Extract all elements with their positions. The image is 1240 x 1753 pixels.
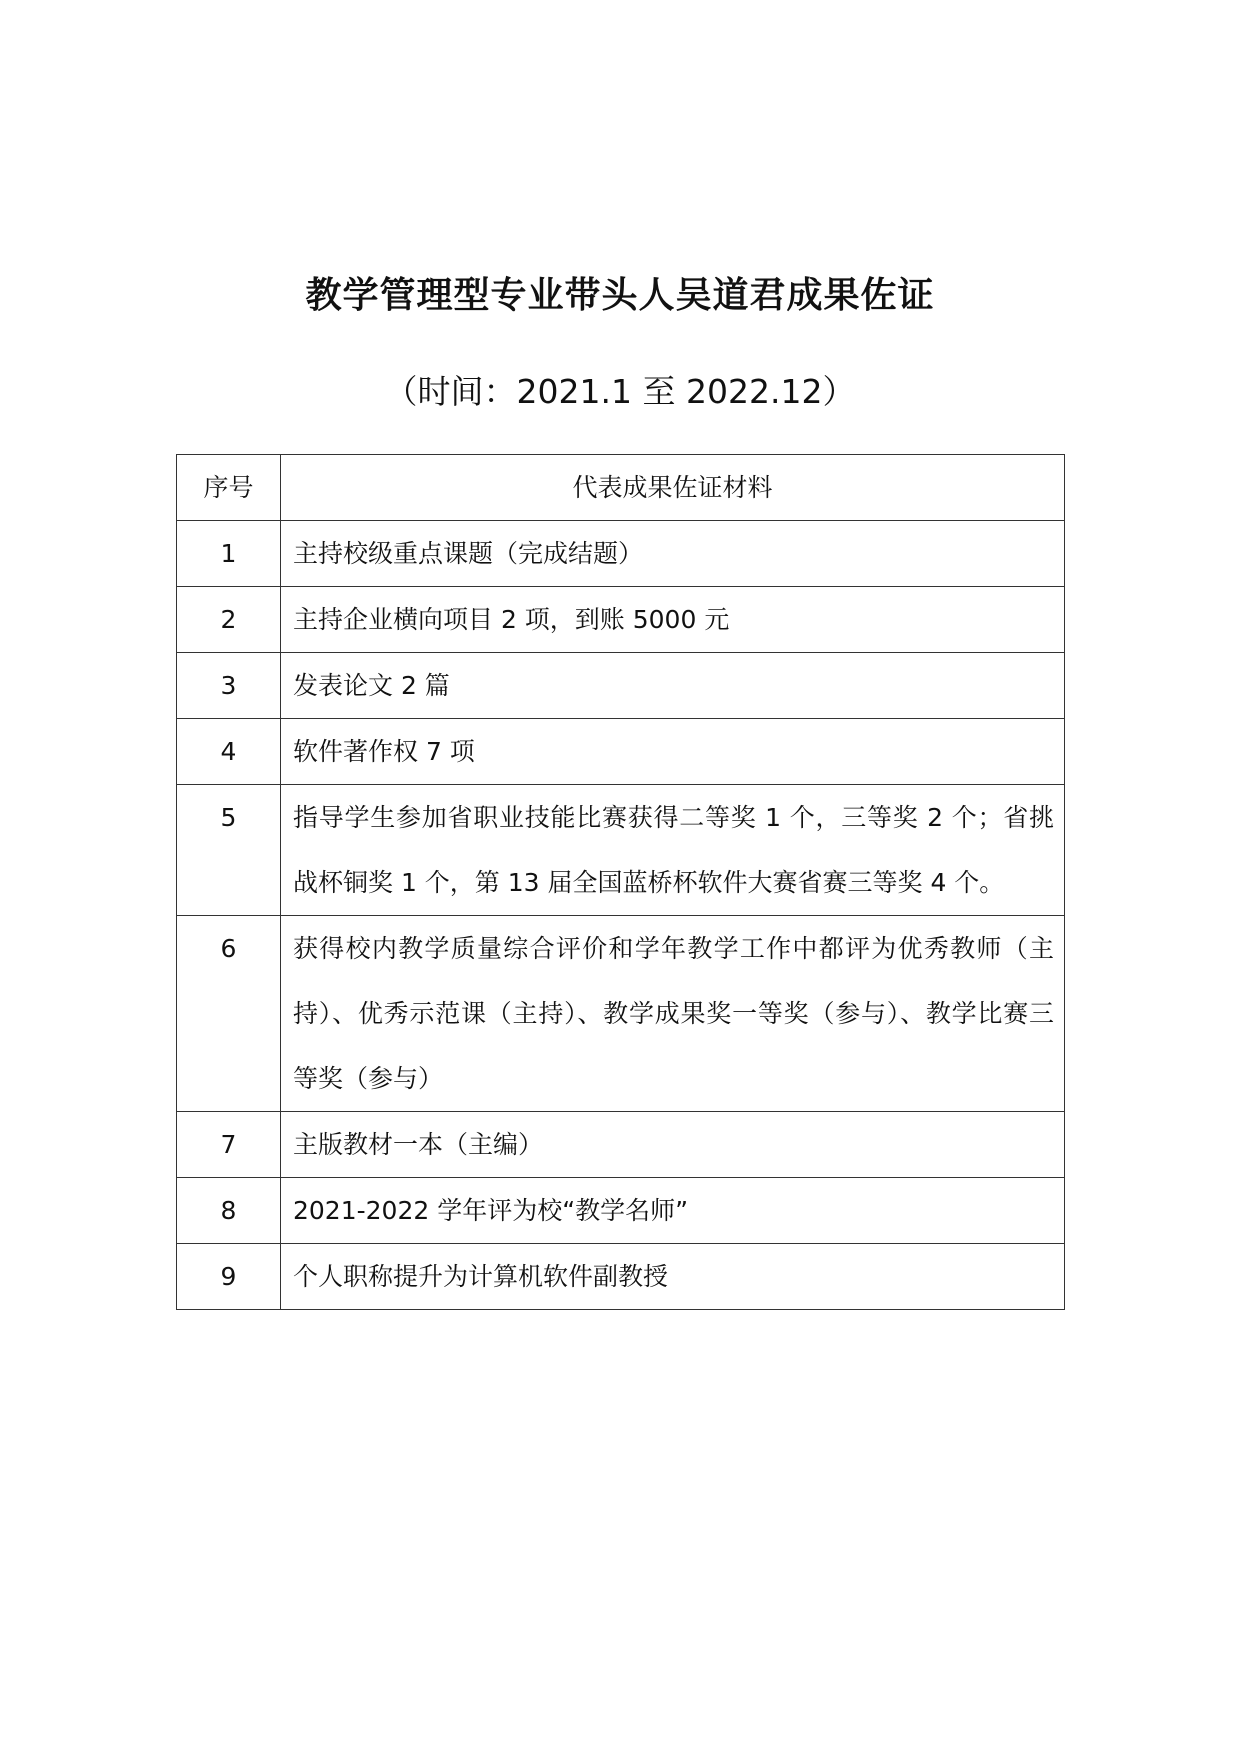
row-number: 5: [177, 785, 281, 916]
row-content: 主版教材一本（主编）: [281, 1112, 1065, 1178]
row-content: 获得校内教学质量综合评价和学年教学工作中都评为优秀教师（主持）、优秀示范课（主持）、教学成果奖一等奖（参与）、教学比赛三等奖（参与）: [281, 916, 1065, 1112]
row-number: 6: [177, 916, 281, 1112]
row-content: 发表论文 2 篇: [281, 653, 1065, 719]
row-content: 2021-2022 学年评为校“教学名师”: [281, 1178, 1065, 1244]
table-row: [177, 916, 1065, 1112]
table-row: [177, 653, 1065, 719]
table-row: [177, 719, 1065, 785]
document-period: （时间：2021.1 至 2022.12）: [384, 372, 856, 411]
row-number: 7: [177, 1112, 281, 1178]
table-row: [177, 521, 1065, 587]
header-number: 序号: [177, 455, 281, 521]
row-content: 主持校级重点课题（完成结题）: [281, 521, 1065, 587]
table-row: [177, 1178, 1065, 1244]
table-row: [177, 785, 1065, 916]
row-content: 软件著作权 7 项: [281, 719, 1065, 785]
row-content: 个人职称提升为计算机软件副教授: [281, 1244, 1065, 1310]
row-number: 8: [177, 1178, 281, 1244]
row-number: 3: [177, 653, 281, 719]
row-number: 2: [177, 587, 281, 653]
row-number: 4: [177, 719, 281, 785]
row-number: 1: [177, 521, 281, 587]
achievements-table: [176, 454, 1065, 1310]
header-content: 代表成果佐证材料: [281, 455, 1065, 521]
table-header-row: [177, 455, 1065, 521]
table-row: [177, 1112, 1065, 1178]
row-number: 9: [177, 1244, 281, 1310]
row-content: 指导学生参加省职业技能比赛获得二等奖 1 个，三等奖 2 个；省挑战杯铜奖 1 个，第 13 届全国蓝桥杯软件大赛省赛三等奖 4 个。: [281, 785, 1065, 916]
row-content: 主持企业横向项目 2 项，到账 5000 元: [281, 587, 1065, 653]
document-title: 教学管理型专业带头人吴道君成果佐证: [305, 275, 935, 316]
table-row: [177, 1244, 1065, 1310]
table-row: [177, 587, 1065, 653]
